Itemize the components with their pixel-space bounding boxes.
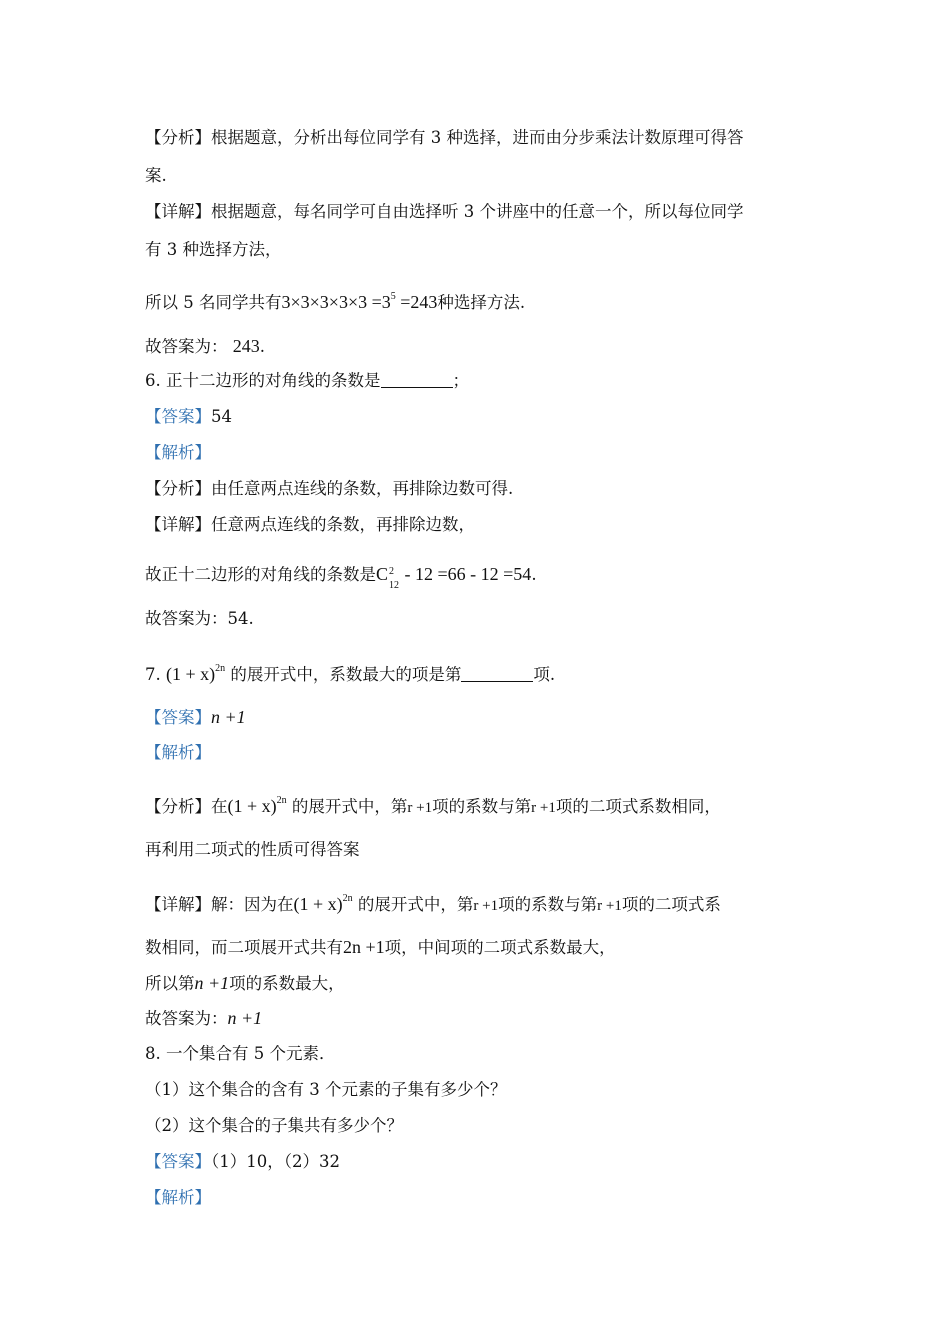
q7-analysis-cont: 再利用二项式的性质可得答案: [145, 840, 360, 859]
detail-text: 根据题意，每名同学可自由选择听 3 个讲座中的任意一个，所以每位同学: [211, 202, 744, 221]
answer-value: 54: [211, 407, 232, 426]
answer-tag: 【答案】: [145, 1152, 211, 1171]
answer-value: 243: [232, 336, 260, 356]
count-formula: 2n +1: [343, 937, 385, 957]
detail-line-cont: [145, 238, 282, 262]
q8-question: 8. 一个集合有 5 个元素．: [145, 1044, 336, 1063]
term-index: r +1: [407, 800, 433, 816]
jiexi-tag: 【解析】: [145, 1188, 211, 1207]
answer-tag: 【答案】: [145, 708, 211, 727]
term-formula: n +1: [194, 973, 230, 993]
q6-final: 故答案为：54.: [145, 609, 254, 628]
detail-line: [145, 200, 744, 224]
binomial-expr: $(1 + x)^{2n}$: [227, 795, 287, 816]
answer-blank: [381, 371, 453, 388]
term-index: r +1: [597, 898, 622, 914]
term-index: r +1: [473, 898, 499, 914]
analysis-tag: 【分析】: [145, 128, 211, 147]
combination-formula: C 2 12 - 12 =66 - 12 =54: [376, 564, 532, 591]
q7-analysis: 【分析】在$(1 + x)^{2n}$ 的展开式中，第r +1项的系数与第r +1项的二项式系数相同，: [145, 795, 721, 816]
answer-tag: 【答案】: [145, 407, 211, 426]
binomial-expr: $(1 + x)^{2n}$: [293, 893, 353, 914]
q8-sub2: （2）这个集合的子集共有多少个？: [145, 1116, 403, 1135]
analysis-tag: 【分析】: [145, 479, 211, 498]
total-formula: $3\times 3\times 3\times 3\times 3 =3^5 =243$: [281, 291, 438, 312]
q7-final: 故答案为：n +1: [145, 1008, 263, 1028]
jiexi-tag: 【解析】: [145, 743, 211, 762]
total-suffix: 种选择方法.: [437, 293, 526, 312]
total-line: [145, 285, 525, 315]
analysis-line: [145, 126, 744, 150]
q8-jiexi: [145, 1186, 211, 1210]
q6-question: 6. 正十二边形的对角线的条数是 ；: [145, 371, 469, 390]
detail-text-cont: 有 3 种选择方法，: [145, 240, 282, 259]
q6-analysis: 【分析】由任意两点连线的条数，再排除边数可得.: [145, 479, 514, 498]
final-value: n +1: [227, 1008, 263, 1028]
q7-detail-cont: 数相同，而二项展开式共有2n +1项，中间项的二项式系数最大，: [145, 937, 616, 957]
answer-end: .: [259, 337, 265, 356]
answer-prefix: 故答案为：: [145, 337, 228, 356]
total-prefix: 所以 5 名同学共有: [145, 293, 282, 312]
detail-tag: 【详解】: [145, 895, 211, 914]
jiexi-tag: 【解析】: [145, 443, 211, 462]
q8-sub1: （1）这个集合的含有 3 个元素的子集有多少个？: [145, 1080, 507, 1099]
analysis-text-cont: 案.: [145, 166, 167, 185]
q6-jiexi: [145, 441, 211, 465]
answer-line: [145, 334, 265, 359]
detail-tag: 【详解】: [145, 515, 211, 534]
detail-tag: 【详解】: [145, 202, 211, 221]
q6-answer: [145, 405, 232, 429]
q7-question: 7. $(1 + x)^{2n}$ 的展开式中，系数最大的项是第 项.: [145, 663, 556, 684]
q7-answer: [145, 705, 246, 730]
answer-blank: [461, 665, 533, 682]
q7-detail: 【详解】解：因为在$(1 + x)^{2n}$ 的展开式中，第r +1项的系数与第r +1项的二项式系: [145, 893, 721, 914]
q7-detail-cont2: 所以第n +1项的系数最大，: [145, 973, 345, 993]
q7-jiexi: [145, 741, 211, 765]
term-index: r +1: [531, 800, 556, 816]
answer-value: n +1: [211, 707, 246, 727]
q6-result: 故正十二边形的对角线的条数是C 2 12 - 12 =66 - 12 =54.: [145, 564, 537, 591]
analysis-tag: 【分析】: [145, 797, 211, 816]
analysis-line-cont: [145, 164, 167, 188]
q6-detail: 【详解】任意两点连线的条数，再排除边数，: [145, 515, 475, 534]
answer-value: （1）10，（2）32: [211, 1152, 340, 1171]
analysis-text: 根据题意，分析出每位同学有 3 种选择，进而由分步乘法计数原理可得答: [211, 128, 744, 147]
q8-answer: [145, 1150, 340, 1174]
binomial-expr: $(1 + x)^{2n}$: [166, 663, 226, 684]
